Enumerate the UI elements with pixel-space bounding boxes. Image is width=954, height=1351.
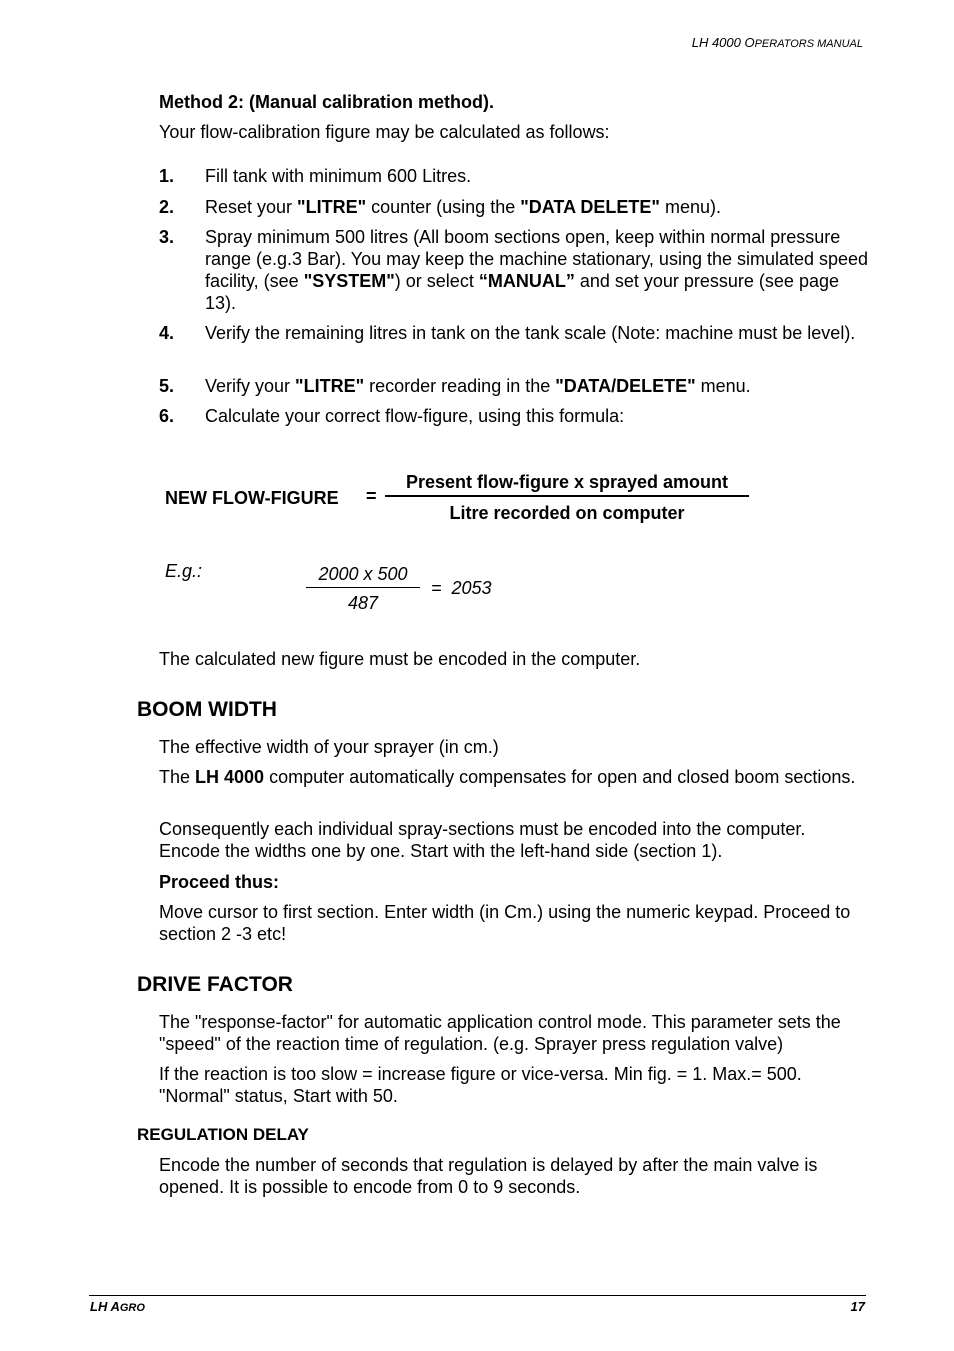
step-text-3: Spray minimum 500 litres (All boom sections open, keep within normal pressure range (e.g.3 Bar). You may keep the machine stationary, using the simulated speed facility, (see "SYSTEM") or select “MANUAL” and set your pressure (see page 13). [205,227,869,313]
running-header [692,35,863,52]
footer-rule [89,1295,866,1296]
formula-equals: = [366,486,377,506]
formula-denominator: Litre recorded on computer [449,503,685,523]
formula-numerator: Present flow-figure x sprayed amount [405,472,729,492]
step-text-1: Fill tank with minimum 600 Litres. [205,166,472,186]
formula-lhs: NEW FLOW-FIGURE [165,488,339,508]
example-label: E.g.: [165,561,203,581]
header-title-rest: PERATORS MANUAL [754,38,863,50]
step-number-5: 5. [159,376,175,396]
step-number-1: 1. [159,166,175,186]
example-fraction-bar [306,587,420,588]
header-title-prefix: LH 4000 O [691,35,755,50]
proceed-thus-label: Proceed thus: [159,872,280,892]
example-numerator: 2000 x 500 [318,564,408,584]
drive-factor-p2: If the reaction is too slow = increase figure or vice-versa. Min fig. = 1. Max.= 500. "Normal" status, Start with 50. [159,1064,802,1106]
regulation-delay-heading: REGULATION DELAY [137,1125,309,1144]
formula-fraction-bar [385,495,749,497]
step-number-4: 4. [159,323,175,343]
example-denominator: 487 [347,593,379,613]
boom-width-p2: The LH 4000 computer automatically compensates for open and closed boom sections. [159,767,856,787]
step-number-2: 2. [159,197,175,217]
step-number-6: 6. [159,406,175,426]
step-text-5: Verify your "LITRE" recorder reading in the "DATA/DELETE" menu. [205,376,751,396]
method-heading: Method 2: (Manual calibration method). [159,92,495,112]
calc-note: The calculated new figure must be encoded in the computer. [159,649,641,669]
regulation-delay-p1: Encode the number of seconds that regulation is delayed by after the main valve is opened. It is possible to encode from 0 to 9 seconds. [159,1155,818,1197]
boom-width-p4: Move cursor to first section. Enter width (in Cm.) using the numeric keypad. Proceed to section 2 -3 etc! [159,902,851,944]
method-intro: Your flow-calibration figure may be calculated as follows: [159,122,610,142]
boom-width-p3: Consequently each individual spray-sections must be encoded into the computer. Encode the widths one by one. Start with the left-hand side (section 1). [159,819,806,861]
drive-factor-p1: The "response-factor" for automatic application control mode. This parameter sets the "speed" of the reaction time of regulation. (e.g. Sprayer press regulation valve) [159,1012,841,1054]
boom-width-heading: BOOM WIDTH [137,698,277,721]
step-text-4: Verify the remaining litres in tank on the tank scale (Note: machine must be level). [205,323,856,343]
step-text-6: Calculate your correct flow-figure, using this formula: [205,406,625,426]
example-result: = 2053 [431,578,492,598]
footer-brand: LH AGRO [90,1299,145,1314]
boom-width-p1: The effective width of your sprayer (in cm.) [159,737,499,757]
page-number: 17 [850,1299,865,1314]
step-number-3: 3. [159,227,175,247]
step-text-2: Reset your "LITRE" counter (using the "DATA DELETE" menu). [205,197,721,217]
drive-factor-heading: DRIVE FACTOR [137,973,293,996]
